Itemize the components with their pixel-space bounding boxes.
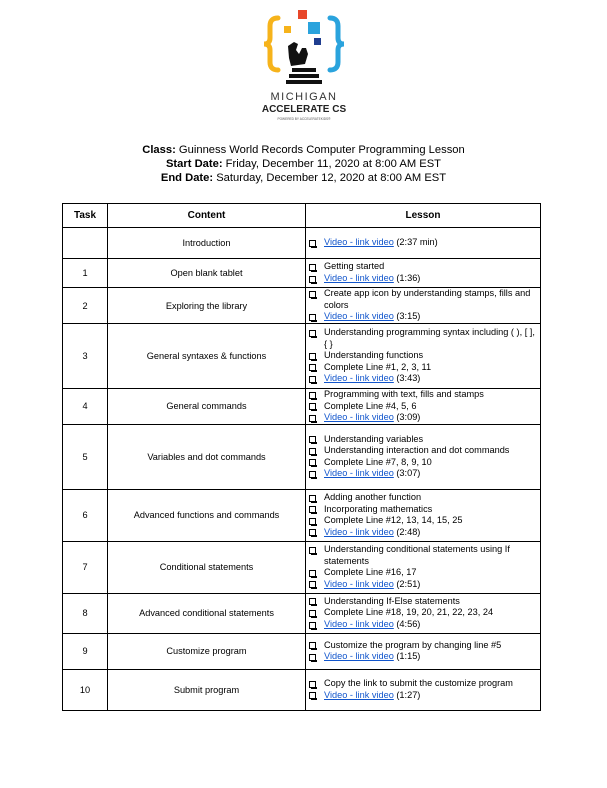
video-duration: (2:48) bbox=[393, 526, 421, 537]
checkbox-bullet-icon bbox=[309, 692, 316, 699]
checklist-item-text: Programming with text, fills and stamps bbox=[324, 389, 484, 399]
table-row bbox=[63, 424, 541, 489]
checklist-item-text: Understanding conditional statements using If statements bbox=[324, 544, 510, 566]
task-content: Advanced functions and commands bbox=[108, 489, 306, 541]
checkbox-bullet-icon bbox=[309, 529, 316, 536]
task-number: 2 bbox=[63, 288, 108, 324]
checkbox-bullet-icon bbox=[309, 495, 316, 502]
table-row bbox=[63, 259, 541, 288]
checkbox-bullet-icon bbox=[309, 598, 316, 605]
lesson-cell bbox=[306, 324, 541, 389]
lesson-table bbox=[62, 203, 541, 711]
table-row bbox=[63, 489, 541, 541]
video-duration: (1:15) bbox=[393, 651, 421, 662]
lesson-cell bbox=[306, 424, 541, 489]
table-row bbox=[63, 669, 541, 710]
column-header-task: Task bbox=[63, 204, 108, 228]
checklist-item-text: Complete Line #18, 19, 20, 21, 22, 23, 24 bbox=[324, 607, 494, 618]
checkbox-bullet-icon bbox=[309, 681, 316, 688]
checkbox-bullet-icon bbox=[309, 403, 316, 410]
table-row bbox=[63, 541, 541, 593]
task-content: Introduction bbox=[108, 228, 306, 259]
lesson-cell bbox=[306, 228, 541, 259]
start-date-line bbox=[0, 157, 607, 171]
lesson-cell bbox=[306, 259, 541, 288]
logo-title: MICHIGAN bbox=[270, 91, 337, 103]
video-link[interactable]: Video - link video bbox=[324, 526, 394, 537]
checkbox-bullet-icon bbox=[309, 459, 316, 466]
task-number: 10 bbox=[63, 669, 108, 710]
video-item bbox=[306, 651, 540, 663]
class-label: Class: bbox=[142, 144, 176, 156]
checklist-item bbox=[306, 567, 540, 579]
checklist-item bbox=[306, 457, 540, 469]
task-number: 4 bbox=[63, 389, 108, 425]
video-duration: (1:27) bbox=[393, 689, 421, 700]
checklist-item bbox=[306, 401, 540, 413]
checklist-item-text: Understanding interaction and dot commands bbox=[324, 445, 510, 456]
checklist-item bbox=[306, 492, 540, 504]
end-date-label: End Date: bbox=[160, 172, 214, 184]
checklist-item bbox=[306, 515, 540, 527]
checklist-item bbox=[306, 596, 540, 608]
video-link[interactable]: Video - link video bbox=[324, 373, 394, 384]
video-item bbox=[306, 311, 540, 323]
table-row bbox=[63, 288, 541, 324]
lesson-cell bbox=[306, 633, 541, 669]
checklist-item-text: Complete Line #4, 5, 6 bbox=[324, 400, 417, 411]
checklist-item-text: Create app icon by understanding stamps, fills and colors bbox=[324, 288, 531, 310]
checkbox-bullet-icon bbox=[309, 448, 316, 455]
checklist-item-text: Getting started bbox=[324, 261, 385, 272]
checklist-item-text: Complete Line #12, 13, 14, 15, 25 bbox=[324, 515, 463, 526]
checkbox-bullet-icon bbox=[309, 276, 316, 283]
checklist-item-text: Complete Line #16, 17 bbox=[324, 567, 417, 578]
video-duration: (2:51) bbox=[393, 578, 421, 589]
column-header-lesson: Lesson bbox=[306, 204, 541, 228]
lesson-checklist bbox=[306, 261, 540, 284]
checklist-item bbox=[306, 445, 540, 457]
checkbox-bullet-icon bbox=[309, 654, 316, 661]
checkbox-bullet-icon bbox=[309, 471, 316, 478]
video-link[interactable]: Video - link video bbox=[324, 237, 394, 248]
checkbox-bullet-icon bbox=[309, 376, 316, 383]
task-content: Exploring the library bbox=[108, 288, 306, 324]
checkbox-bullet-icon bbox=[309, 547, 316, 554]
checklist-item-text: Understanding programming syntax including ( ), [ ], { } bbox=[324, 327, 535, 349]
lesson-checklist bbox=[306, 492, 540, 538]
lesson-checklist bbox=[306, 596, 540, 631]
video-item bbox=[306, 237, 540, 249]
logo-subtitle: ACCELERATE CS bbox=[261, 104, 346, 115]
checkbox-bullet-icon bbox=[309, 364, 316, 371]
video-link[interactable]: Video - link video bbox=[324, 578, 394, 589]
lesson-checklist bbox=[306, 237, 540, 249]
table-row bbox=[63, 389, 541, 425]
checkbox-bullet-icon bbox=[309, 264, 316, 271]
checklist-item-text: Understanding variables bbox=[324, 433, 424, 444]
end-date-line bbox=[0, 171, 607, 185]
checklist-item bbox=[306, 640, 540, 652]
task-number: 5 bbox=[63, 424, 108, 489]
checklist-item bbox=[306, 544, 540, 567]
video-link[interactable]: Video - link video bbox=[324, 689, 394, 700]
task-number bbox=[63, 228, 108, 259]
checklist-item bbox=[306, 362, 540, 374]
task-number: 9 bbox=[63, 633, 108, 669]
checklist-item bbox=[306, 350, 540, 362]
video-duration: (3:15) bbox=[393, 311, 421, 322]
michigan-accelerate-cs-logo bbox=[0, 6, 607, 126]
video-duration: (1:36) bbox=[393, 273, 421, 283]
task-number: 7 bbox=[63, 541, 108, 593]
checkbox-bullet-icon bbox=[309, 291, 316, 298]
task-number: 8 bbox=[63, 593, 108, 633]
task-content: General commands bbox=[108, 389, 306, 425]
checklist-item bbox=[306, 288, 540, 311]
video-link[interactable]: Video - link video bbox=[324, 468, 394, 479]
logo-graphic bbox=[244, 6, 364, 126]
checklist-item-text: Understanding functions bbox=[324, 350, 424, 361]
video-item bbox=[306, 468, 540, 480]
checkbox-bullet-icon bbox=[309, 436, 316, 443]
lesson-checklist bbox=[306, 678, 540, 701]
checkbox-bullet-icon bbox=[309, 506, 316, 513]
lesson-checklist bbox=[306, 640, 540, 663]
video-item bbox=[306, 373, 540, 385]
checkbox-bullet-icon bbox=[309, 415, 316, 422]
checklist-item-text: Copy the link to submit the customize program bbox=[324, 678, 513, 689]
video-item bbox=[306, 527, 540, 539]
video-item bbox=[306, 273, 540, 285]
video-item bbox=[306, 619, 540, 631]
lesson-checklist bbox=[306, 434, 540, 480]
task-content: Advanced conditional statements bbox=[108, 593, 306, 633]
checklist-item-text: Incorporating mathematics bbox=[324, 503, 433, 514]
video-duration: (3:09) bbox=[393, 412, 421, 423]
video-link[interactable]: Video - link video bbox=[324, 412, 394, 423]
video-link[interactable]: Video - link video bbox=[324, 273, 394, 283]
task-content: General syntaxes & functions bbox=[108, 324, 306, 389]
checklist-item bbox=[306, 607, 540, 619]
start-date-value: Friday, December 11, 2020 at 8:00 AM EST bbox=[222, 158, 442, 170]
video-item bbox=[306, 579, 540, 591]
table-row bbox=[63, 633, 541, 669]
checkbox-bullet-icon bbox=[309, 642, 316, 649]
checkbox-bullet-icon bbox=[309, 570, 316, 577]
lesson-checklist bbox=[306, 288, 540, 323]
checkbox-bullet-icon bbox=[309, 240, 316, 247]
checkbox-bullet-icon bbox=[309, 581, 316, 588]
task-number: 6 bbox=[63, 489, 108, 541]
task-number: 1 bbox=[63, 259, 108, 288]
class-value: Guinness World Records Computer Programming Lesson bbox=[175, 144, 465, 156]
lesson-cell bbox=[306, 489, 541, 541]
lesson-cell bbox=[306, 593, 541, 633]
table-row bbox=[63, 324, 541, 389]
table-row bbox=[63, 228, 541, 259]
checkbox-bullet-icon bbox=[309, 392, 316, 399]
column-header-content: Content bbox=[108, 204, 306, 228]
checklist-item bbox=[306, 261, 540, 273]
checklist-item-text: Understanding If-Else statements bbox=[324, 595, 460, 606]
checklist-item bbox=[306, 434, 540, 446]
video-duration: (2:37 min) bbox=[393, 237, 438, 248]
task-content: Conditional statements bbox=[108, 541, 306, 593]
checklist-item-text: Customize the program by changing line #5 bbox=[324, 639, 502, 650]
task-number: 3 bbox=[63, 324, 108, 389]
lesson-checklist bbox=[306, 544, 540, 590]
lesson-cell bbox=[306, 389, 541, 425]
video-link[interactable]: Video - link video bbox=[324, 651, 394, 662]
video-duration: (4:56) bbox=[393, 619, 421, 630]
lesson-cell bbox=[306, 541, 541, 593]
checklist-item bbox=[306, 678, 540, 690]
checkbox-bullet-icon bbox=[309, 610, 316, 617]
task-content: Variables and dot commands bbox=[108, 424, 306, 489]
start-date-label: Start Date: bbox=[165, 158, 223, 170]
lesson-checklist bbox=[306, 327, 540, 385]
video-duration: (3:07) bbox=[393, 468, 421, 479]
end-date-value: Saturday, December 12, 2020 at 8:00 AM EST bbox=[213, 172, 447, 184]
lesson-checklist bbox=[306, 389, 540, 424]
lesson-header bbox=[0, 143, 607, 185]
class-line bbox=[0, 143, 607, 157]
lesson-cell bbox=[306, 288, 541, 324]
checkbox-bullet-icon bbox=[309, 518, 316, 525]
checklist-item-text: Complete Line #7, 8, 9, 10 bbox=[324, 456, 432, 467]
checkbox-bullet-icon bbox=[309, 353, 316, 360]
video-link[interactable]: Video - link video bbox=[324, 311, 394, 322]
video-link[interactable]: Video - link video bbox=[324, 619, 394, 630]
table-row bbox=[63, 593, 541, 633]
checklist-item bbox=[306, 504, 540, 516]
checklist-item-text: Adding another function bbox=[324, 492, 422, 503]
checkbox-bullet-icon bbox=[309, 622, 316, 629]
table-header-row bbox=[63, 204, 541, 228]
task-content: Open blank tablet bbox=[108, 259, 306, 288]
video-item bbox=[306, 690, 540, 702]
checklist-item bbox=[306, 327, 540, 350]
checkbox-bullet-icon bbox=[309, 314, 316, 321]
logo-tagline: POWERED BY ACCELERATEKIDS® bbox=[276, 117, 331, 121]
lesson-cell bbox=[306, 669, 541, 710]
video-item bbox=[306, 412, 540, 424]
task-content: Customize program bbox=[108, 633, 306, 669]
checklist-item bbox=[306, 389, 540, 401]
task-content: Submit program bbox=[108, 669, 306, 710]
checklist-item-text: Complete Line #1, 2, 3, 11 bbox=[324, 361, 432, 372]
checkbox-bullet-icon bbox=[309, 330, 316, 337]
video-duration: (3:43) bbox=[393, 373, 421, 384]
